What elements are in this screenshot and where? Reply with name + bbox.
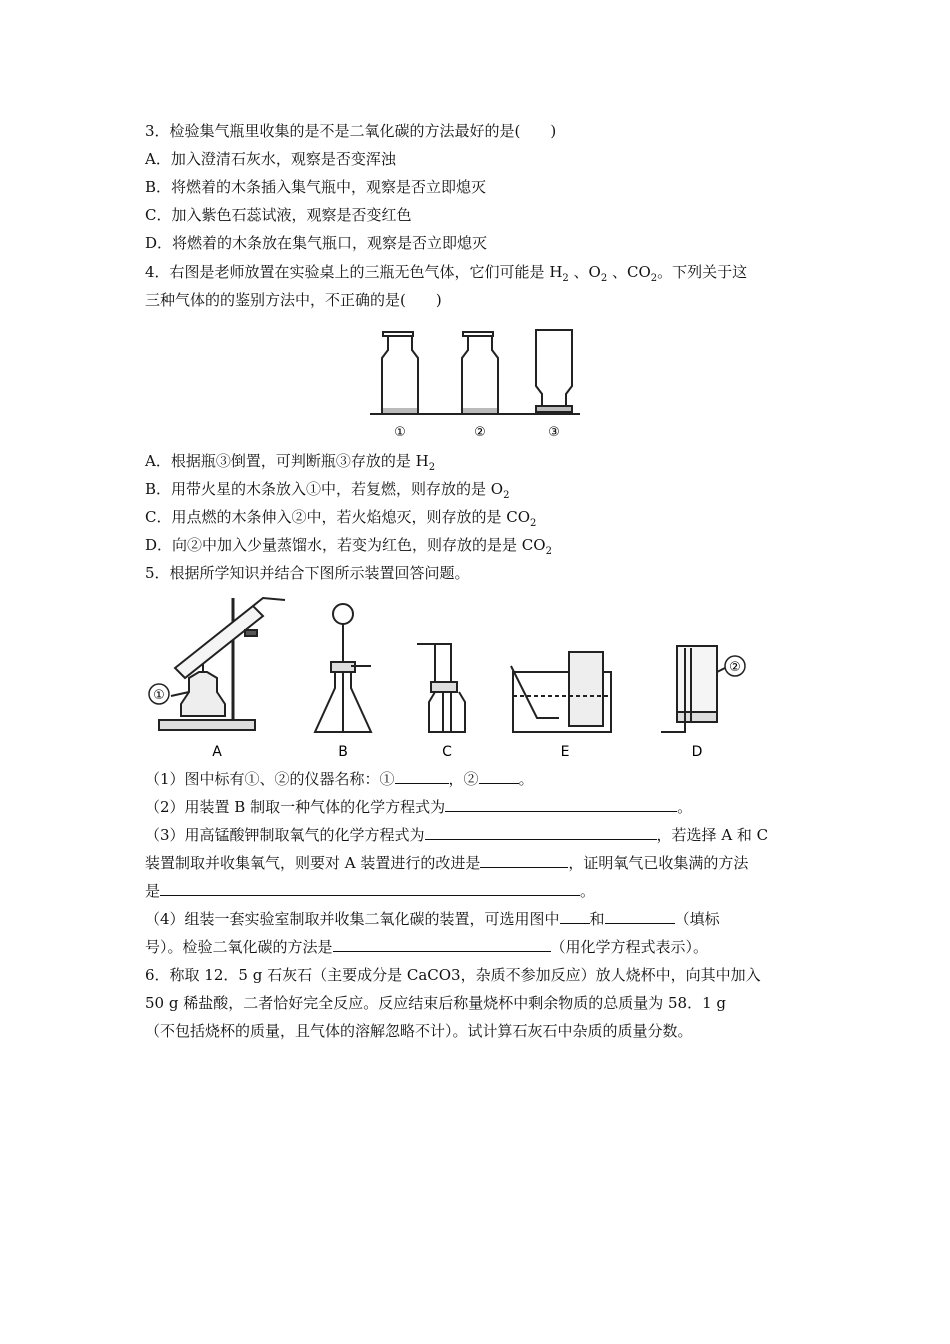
apparatus-d <box>661 646 725 732</box>
answer-blank-5 <box>480 853 568 868</box>
q3-option-b: B．将燃着的木条插入集气瓶中，观察是否立即熄灭 <box>145 178 487 196</box>
q4-option-d: D．向②中加入少量蒸馏水，若变为红色，则存放的是是 $CO_2$ <box>145 536 552 557</box>
q4-option-a: A．根据瓶③倒置，可判断瓶③存放的是 $H_2$ <box>145 452 436 473</box>
lab-apparatus-figure <box>145 592 765 764</box>
q5-part4-line1: （4）组装一套实验室制取并收集二氧化碳的装置，可选用图中 和 （填标 <box>145 910 720 928</box>
answer-blank-4 <box>425 825 657 840</box>
q5-part1: （1）图中标有①、②的仪器名称：① ，② 。 <box>145 770 534 788</box>
marker-1-label: ① <box>153 688 165 703</box>
apparatus-e <box>511 652 611 732</box>
q4-stem-line1: 4．右图是老师放置在实验桌上的三瓶无色气体，它们可能是 $H_2$ 、$O_2$ 、$CO_2$。下列关于这 <box>145 263 748 284</box>
q6-line1: 6．称取 12．5 g 石灰石（主要成分是 CaCO3，杂质不参加反应）放人烧杯中，向其中加入 <box>145 966 761 984</box>
q4-stem-line2: 三种气体的的鉴别方法中，不正确的是( ) <box>145 291 442 309</box>
q5-part3-line1: （3）用高锰酸钾制取氧气的化学方程式为 ，若选择 A 和 C <box>145 826 769 844</box>
q3-option-c: C．加入紫色石蕊试液，观察是否变红色 <box>145 206 412 224</box>
label-e: E <box>560 744 570 760</box>
q5-stem: 5．根据所学知识并结合下图所示装置回答问题。 <box>145 564 470 582</box>
answer-blank-2 <box>479 769 519 784</box>
apparatus-a <box>159 598 285 730</box>
apparatus-c <box>417 644 465 732</box>
q6-line3: （不包括烧杯的质量，且气体的溶解忽略不计）。试计算石灰石中杂质的质量分数。 <box>145 1022 693 1040</box>
q5-part2: （2）用装置 B 制取一种气体的化学方程式为 。 <box>145 798 693 816</box>
apparatus-b <box>315 604 371 732</box>
three-gas-bottles-figure <box>370 328 580 444</box>
answer-blank-8 <box>605 909 675 924</box>
label-b: B <box>338 744 348 760</box>
q3-option-d: D．将燃着的木条放在集气瓶口，观察是否立即熄灭 <box>145 234 488 252</box>
q6-line2: 50 g 稀盐酸，二者恰好完全反应。反应结束后称量烧杯中剩余物质的总质量为 58．1 g <box>145 994 726 1012</box>
q3-stem: 3．检验集气瓶里收集的是不是二氧化碳的方法最好的是( ) <box>145 122 557 140</box>
bottle-3-inverted <box>536 330 572 412</box>
label-a: A <box>212 744 222 760</box>
q3-option-a: A．加入澄清石灰水，观察是否变浑浊 <box>145 150 396 168</box>
answer-blank-6 <box>160 881 580 896</box>
answer-blank-1 <box>395 769 449 784</box>
q4-option-c: C．用点燃的木条伸入②中，若火焰熄灭，则存放的是 $CO_2$ <box>145 508 537 529</box>
bottle-1-label: ① <box>394 425 406 440</box>
answer-blank-3 <box>445 797 677 812</box>
q5-part4-line2: 号）。检验二氧化碳的方法是 （用化学方程式表示）。 <box>145 938 709 956</box>
label-c: C <box>442 744 452 760</box>
answer-blank-7 <box>560 909 590 924</box>
marker-2-label: ② <box>729 660 741 675</box>
bottle-2 <box>462 332 498 413</box>
answer-blank-9 <box>333 937 551 952</box>
q5-part3-line2: 装置制取并收集氧气，则要对 A 装置进行的改进是 ，证明氧气已收集满的方法 <box>145 854 749 872</box>
q5-part3-line3: 是 。 <box>145 882 596 900</box>
bottle-3-label: ③ <box>548 425 560 440</box>
bottle-2-label: ② <box>474 425 486 440</box>
bottle-1 <box>382 332 418 413</box>
label-d: D <box>691 744 703 760</box>
q4-option-b: B．用带火星的木条放入①中，若复燃，则存放的是 $O_2$ <box>145 480 510 501</box>
